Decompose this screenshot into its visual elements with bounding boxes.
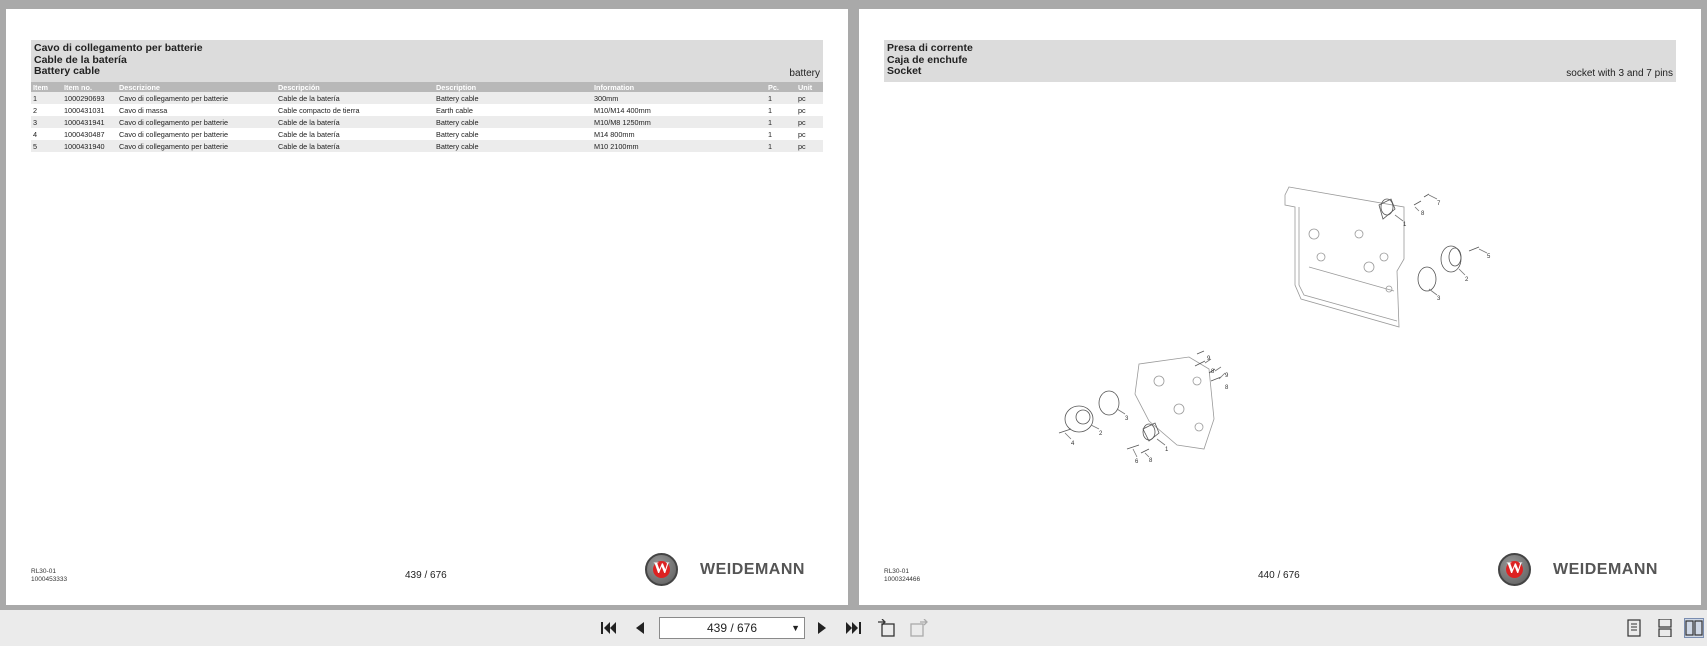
col-header: Descrizione (117, 82, 276, 92)
table-cell: 1 (766, 92, 796, 104)
callout-label: 8 (1211, 369, 1215, 375)
table-cell: Cable de la batería (276, 140, 434, 152)
table-row (31, 140, 823, 152)
rotate-page-alt-icon[interactable] (909, 618, 929, 638)
col-header: Description (434, 82, 592, 92)
table-cell: 1000290693 (62, 92, 117, 104)
table-row (31, 128, 823, 140)
table-cell: Earth cable (436, 105, 473, 115)
header-note: socket with 3 and 7 pins (1566, 68, 1673, 79)
first-page-icon[interactable] (599, 618, 619, 638)
table-cell: 3 (31, 116, 62, 128)
callout-label: 1 (1403, 222, 1407, 228)
footer-code (31, 568, 67, 584)
table-cell: Cavo di collegamento per batterie (117, 116, 276, 128)
callout-label: 2 (1099, 431, 1103, 437)
table-cell: 1 (766, 140, 796, 152)
table-cell: 1 (768, 129, 773, 139)
title-spanish: Cable de la batería (34, 54, 127, 66)
callout-label: 2 (1465, 277, 1469, 283)
next-page-icon[interactable] (812, 618, 832, 638)
single-page-icon[interactable] (1624, 618, 1644, 638)
two-page-icon[interactable] (1684, 618, 1704, 638)
table-cell: 1000431940 (62, 140, 117, 152)
table-cell: 1000431941 (62, 116, 117, 128)
table-cell: 300mm (592, 92, 766, 104)
callout-label: 5 (1487, 254, 1491, 260)
callout-label: 3 (1437, 296, 1441, 302)
callout-label: 9 (1207, 356, 1211, 362)
rotate-page-icon[interactable] (876, 618, 896, 638)
footer-model: RL30-01 (884, 568, 909, 575)
table-cell: 5 (31, 140, 62, 152)
table-cell: pc (798, 129, 806, 139)
page-number: 440 / 676 (1258, 570, 1300, 581)
table-cell: pc (796, 92, 823, 104)
table-cell: 1 (768, 105, 773, 115)
pdf-page-right (859, 9, 1701, 605)
page-indicator-text: 439 / 676 (706, 621, 758, 635)
page-indicator-input[interactable] (659, 617, 805, 639)
table-cell: 1000431031 (64, 105, 105, 115)
table-cell: 4 (33, 129, 38, 139)
callout-label: 6 (1135, 459, 1139, 465)
title-english: Socket (887, 65, 922, 77)
col-header: Descripción (276, 82, 434, 92)
callout-label: 1 (1165, 447, 1169, 453)
table-cell: pc (798, 105, 806, 115)
viewer-toolbar (0, 610, 1707, 646)
table-cell: pc (796, 140, 823, 152)
callout-label: 3 (1125, 416, 1129, 422)
table-header-row (31, 82, 823, 92)
weidemann-logo-icon: W (645, 553, 678, 586)
brand-name: WEIDEMANN (1553, 561, 1658, 578)
callout-label: 8 (1225, 385, 1229, 391)
table-cell: Cavo di collegamento per batterie (119, 129, 229, 139)
table-cell: M14 800mm (594, 129, 635, 139)
brand-name: WEIDEMANN (700, 561, 805, 578)
col-header: Unit (796, 82, 823, 92)
callout-label: 9 (1225, 373, 1229, 379)
table-cell: 1 (766, 116, 796, 128)
table-cell: M10/M14 400mm (594, 105, 651, 115)
table-cell: Cavo di collegamento per batterie (117, 92, 276, 104)
callout-label: 8 (1149, 458, 1153, 464)
pdf-page-left (6, 9, 848, 605)
table-cell: Battery cable (434, 92, 592, 104)
table-cell: pc (796, 116, 823, 128)
callout-label: 8 (1421, 211, 1425, 217)
table-cell: Cable de la batería (276, 92, 434, 104)
table-cell: 1 (31, 92, 62, 104)
title-italian: Cavo di collegamento per batterie (34, 42, 203, 54)
table-row (31, 104, 823, 116)
table-cell: Cable compacto de tierra (278, 105, 360, 115)
table-cell: Cavo di collegamento per batterie (117, 140, 276, 152)
title-english: Battery cable (34, 65, 100, 77)
title-italian: Presa di corrente (887, 42, 973, 54)
table-cell: 2 (33, 105, 38, 115)
callout-label: 7 (1437, 201, 1441, 207)
table-row (31, 92, 823, 104)
table-cell: Battery cable (434, 116, 592, 128)
callout-label: 4 (1071, 441, 1075, 447)
footer-model: RL30-01 (31, 568, 56, 575)
title-spanish: Caja de enchufe (887, 54, 968, 66)
weidemann-logo-icon: W (1498, 553, 1531, 586)
chevron-down-icon[interactable]: ▼ (791, 623, 800, 633)
header-note: battery (789, 68, 820, 79)
table-cell: Cable de la batería (278, 129, 340, 139)
footer-doc-number: 1000453333 (31, 576, 68, 583)
page-header (31, 40, 823, 82)
prev-page-icon[interactable] (630, 618, 650, 638)
table-cell: Battery cable (436, 129, 479, 139)
col-header: Information (592, 82, 766, 92)
table-cell: M10/M8 1250mm (592, 116, 766, 128)
continuous-page-icon[interactable] (1655, 618, 1675, 638)
table-cell: 1000430487 (64, 129, 105, 139)
table-cell: Cable de la batería (276, 116, 434, 128)
exploded-parts-diagram (859, 9, 1701, 605)
last-page-icon[interactable] (843, 618, 863, 638)
page-number: 439 / 676 (405, 570, 447, 581)
table-cell: Battery cable (434, 140, 592, 152)
col-header: Item no. (62, 82, 117, 92)
table-cell: Cavo di massa (119, 105, 168, 115)
col-header: Item (31, 82, 62, 92)
parts-table (31, 82, 823, 152)
footer-code (884, 568, 920, 584)
table-cell: M10 2100mm (592, 140, 766, 152)
footer-doc-number: 1000324466 (884, 576, 921, 583)
col-header: Pc. (766, 82, 796, 92)
table-row (31, 116, 823, 128)
